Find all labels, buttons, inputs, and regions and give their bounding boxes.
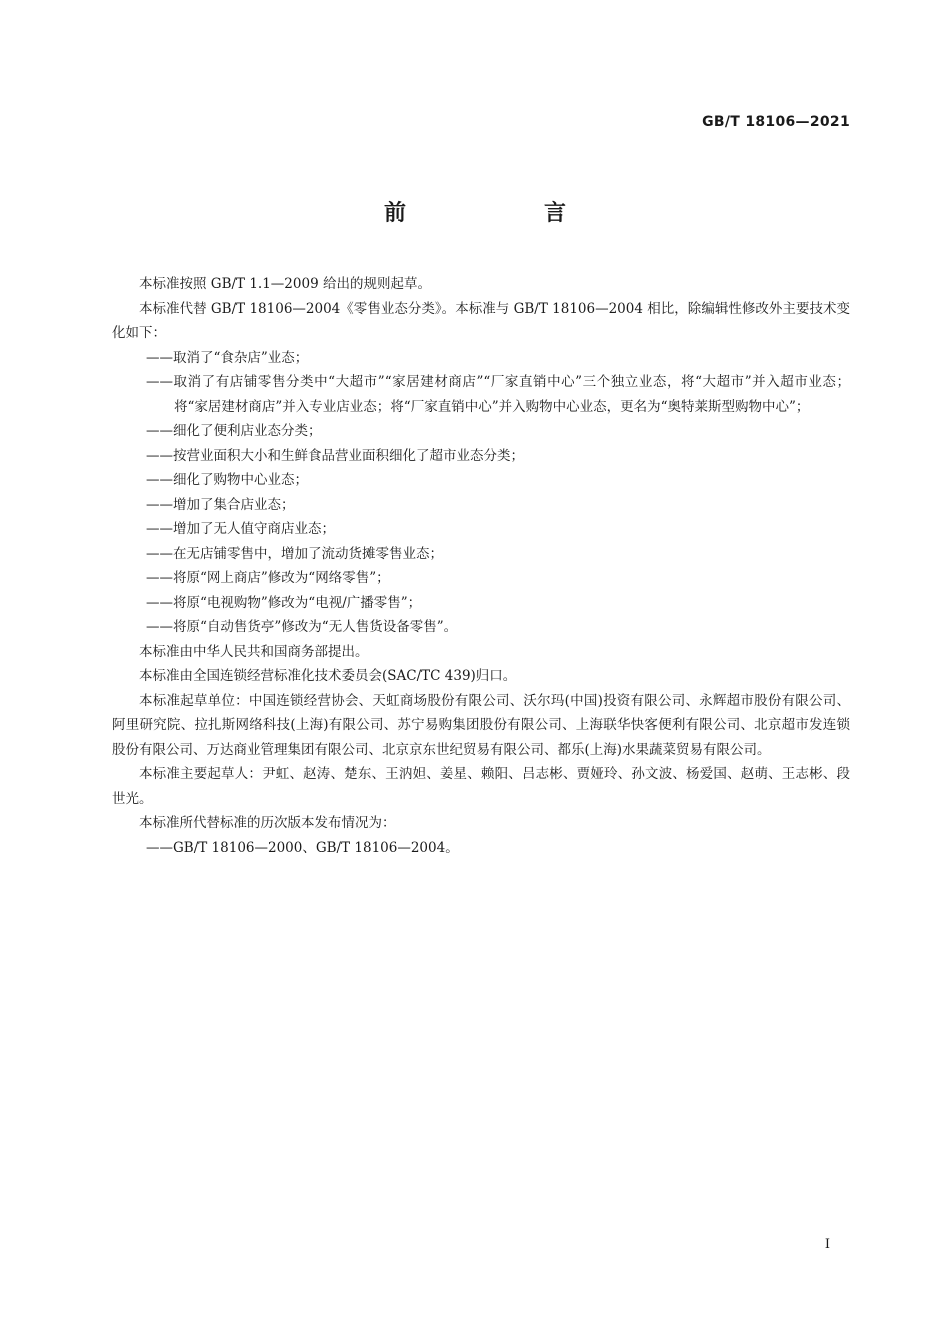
foreword-body	[112, 272, 850, 860]
paragraph-drafters: 本标准主要起草人：尹虹、赵涛、楚东、王汭妲、姜星、赖阳、吕志彬、贾娅玲、孙文波、杨爱国、赵萌、王志彬、段世光。	[112, 766, 850, 807]
change-item: ——按营业面积大小和生鲜食品营业面积细化了超市业态分类；	[146, 447, 524, 464]
change-item: ——将原“自动售货亭”修改为“无人售货设备零售”。	[146, 619, 458, 635]
history-item: ——GB/T 18106—2000、GB/T 18106—2004。	[146, 839, 459, 856]
paragraph-drafting-units: 本标准起草单位：中国连锁经营协会、天虹商场股份有限公司、沃尔玛(中国)投资有限公司、永辉超市股份有限公司、阿里研究院、拉扎斯网络科技(上海)有限公司、苏宁易购集团股份有限公司、上海联华快客便利有限公司、北京超市发连锁股份有限公司、万达商业管理集团有限公司、北京京东世纪贸易有限公司、都乐(上海)水果蔬菜贸易有限公司。	[112, 692, 850, 758]
paragraph-replacement: 本标准代替 GB/T 18106—2004《零售业态分类》。本标准与 GB/T 18106—2004 相比，除编辑性修改外主要技术变化如下：	[112, 300, 850, 341]
change-item: ——将原“电视购物”修改为“电视/广播零售”；	[146, 594, 422, 611]
change-item: ——细化了购物中心业态；	[146, 472, 308, 488]
paragraph-drafting-rules: 本标准按照 GB/T 1.1—2009 给出的规则起草。	[139, 276, 431, 292]
page-number: I	[824, 1237, 830, 1252]
paragraph-committee: 本标准由全国连锁经营标准化技术委员会(SAC/TC 439)归口。	[139, 668, 517, 684]
page-title: 前 言	[383, 201, 624, 226]
change-item: ——增加了集合店业态；	[146, 496, 295, 513]
change-item: ——取消了有店铺零售分类中“大超市”“家居建材商店”“厂家直销中心”三个独立业态，将“大超市”并入超市业态；将“家居建材商店”并入专业店业态；将“厂家直销中心”并入购物中心业态，更名为“奥特莱斯型购物中心”；	[146, 374, 850, 415]
standard-code: GB/T 18106—2021	[702, 114, 850, 130]
change-item: ——增加了无人值守商店业态；	[146, 521, 335, 537]
change-item: ——细化了便利店业态分类；	[146, 423, 322, 439]
paragraph-proposer: 本标准由中华人民共和国商务部提出。	[139, 643, 369, 660]
paragraph-history-intro: 本标准所代替标准的历次版本发布情况为：	[139, 815, 396, 831]
change-item: ——取消了“食杂店”业态；	[146, 349, 309, 366]
change-item: ——将原“网上商店”修改为“网络零售”；	[146, 570, 390, 586]
change-item: ——在无店铺零售中，增加了流动货摊零售业态；	[146, 545, 443, 562]
